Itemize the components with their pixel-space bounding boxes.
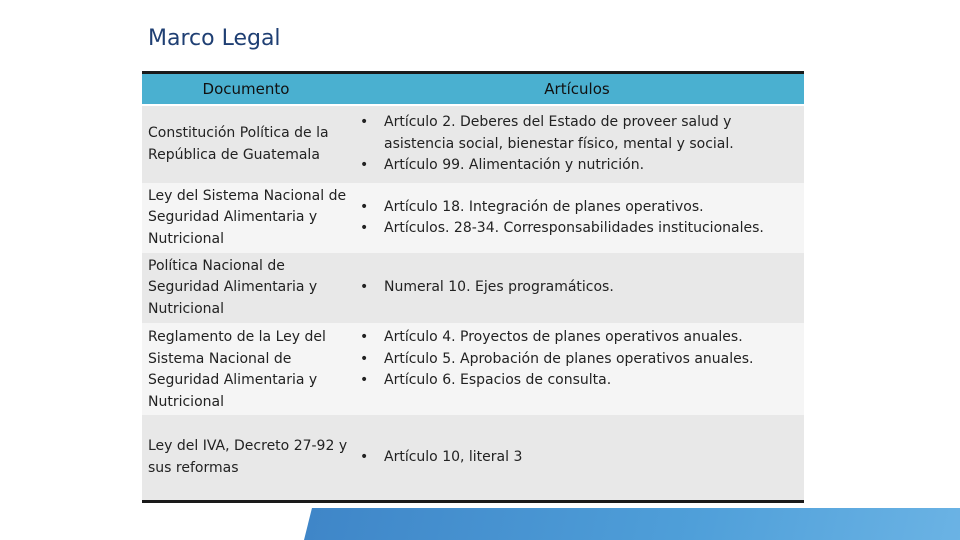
- articulo-item: • Artículo 2. Deberes del Estado de proveer salud y asistencia social, bienestar físico, mental y social.: [360, 112, 804, 155]
- articulos-cell: [350, 197, 804, 240]
- table-row: [142, 415, 804, 500]
- footer-decorative-stripe: [304, 508, 960, 540]
- header-documento: Documento: [202, 80, 290, 98]
- articulo-item: • Artículo 99. Alimentación y nutrición.: [360, 155, 804, 177]
- table-row: [142, 106, 804, 183]
- documento-cell: Ley del IVA, Decreto 27-92 y sus reformas: [148, 438, 348, 476]
- articulo-item: • Numeral 10. Ejes programáticos.: [360, 277, 804, 299]
- legal-framework-table: [142, 71, 804, 503]
- articulo-item: • Artículo 6. Espacios de consulta.: [360, 370, 804, 392]
- articulos-cell: [350, 327, 804, 392]
- articulos-cell: [350, 277, 804, 299]
- documento-cell: Ley del Sistema Nacional de Seguridad Alimentaria y Nutricional: [148, 187, 347, 247]
- documento-cell: Política Nacional de Seguridad Alimentaria y Nutricional: [148, 257, 318, 317]
- page-title: Marco Legal: [148, 26, 281, 51]
- articulo-item: • Artículo 4. Proyectos de planes operativos anuales.: [360, 327, 804, 349]
- table-row: [142, 253, 804, 323]
- header-articulos: Artículos: [544, 80, 610, 98]
- articulo-item: • Artículo 5. Aprobación de planes operativos anuales.: [360, 349, 804, 371]
- table-row: [142, 323, 804, 415]
- articulo-item: • Artículo 10, literal 3: [360, 447, 804, 469]
- articulos-cell: [350, 112, 804, 177]
- documento-cell: Reglamento de la Ley del Sistema Nacional de Seguridad Alimentaria y Nutricional: [148, 329, 326, 410]
- table-row: [142, 183, 804, 253]
- table-header: [142, 74, 804, 106]
- articulos-cell: [350, 447, 804, 469]
- articulo-item: • Artículo 18. Integración de planes operativos.: [360, 197, 804, 219]
- documento-cell: Constitución Política de la República de Guatemala: [148, 125, 329, 163]
- articulo-item: • Artículos. 28-34. Corresponsabilidades institucionales.: [360, 218, 804, 240]
